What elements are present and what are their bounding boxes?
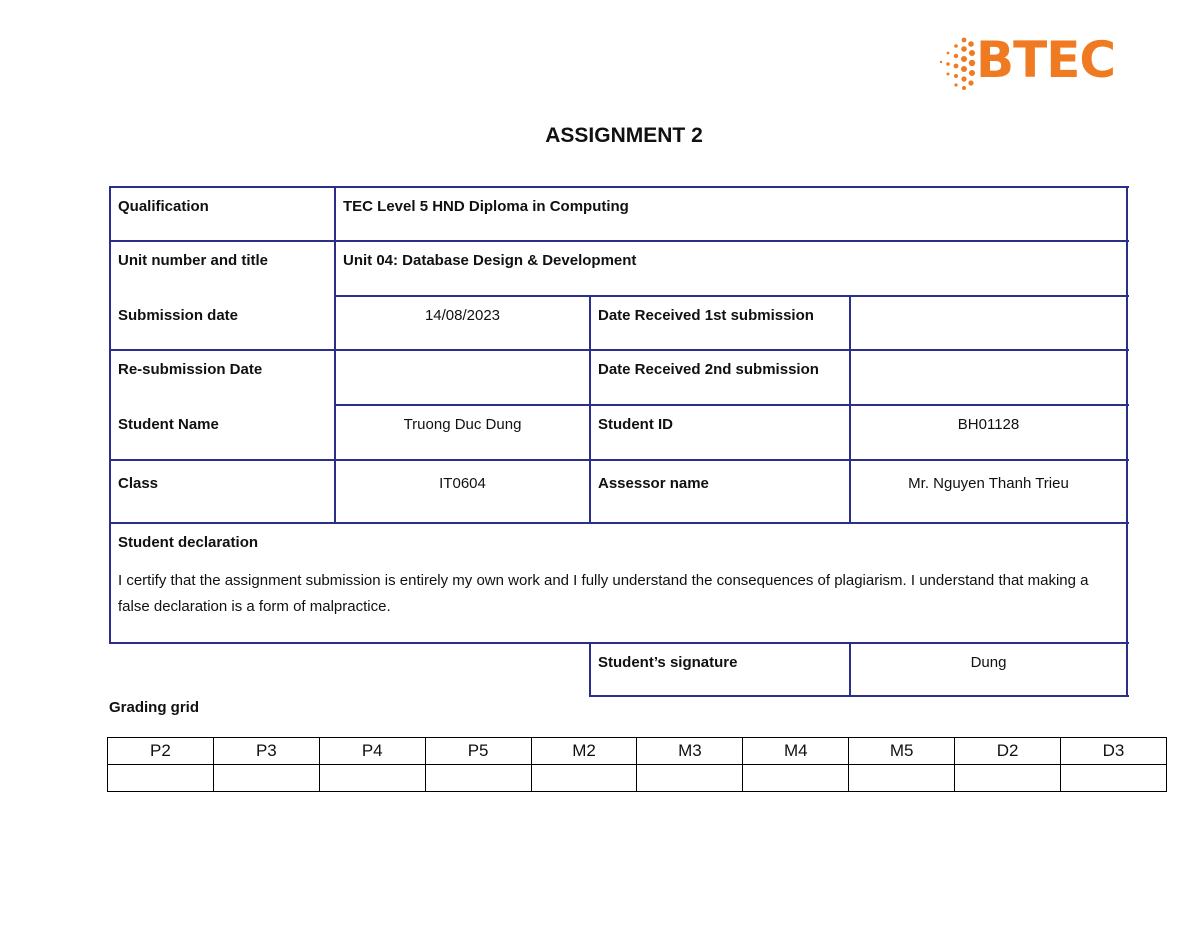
submission-date-label: Submission date xyxy=(118,307,239,324)
grading-criterion: M5 xyxy=(849,738,955,765)
signature-label: Student’s signature xyxy=(598,654,738,671)
grading-cell[interactable] xyxy=(743,765,849,792)
grading-criterion: P4 xyxy=(319,738,425,765)
grading-cell[interactable] xyxy=(425,765,531,792)
btec-logo xyxy=(934,31,1124,92)
table-border xyxy=(335,295,1129,297)
table-border xyxy=(849,642,851,697)
student-id-label: Student ID xyxy=(598,416,673,433)
page-title: ASSIGNMENT 2 xyxy=(545,124,703,147)
grading-cell[interactable] xyxy=(849,765,955,792)
grading-header-row xyxy=(108,738,1167,765)
table-border xyxy=(849,295,851,524)
table-border xyxy=(334,186,336,524)
table-border xyxy=(335,404,1129,406)
received-1st-value xyxy=(850,296,1127,351)
declaration-text: I certify that the assignment submission is entirely my own work and I fully understand the consequences of plagiarism. I understand that making a false declaration is a form of malpractice. xyxy=(118,572,1089,615)
submission-date-value: 14/08/2023 xyxy=(424,307,501,324)
received-2nd-value xyxy=(850,350,1127,405)
table-border xyxy=(109,186,1129,188)
qualification-value: TEC Level 5 HND Diploma in Computing xyxy=(343,198,629,215)
grading-value-row xyxy=(108,765,1167,792)
grading-cell[interactable] xyxy=(213,765,319,792)
table-border xyxy=(109,522,1129,524)
table-border xyxy=(109,642,1129,644)
table-border xyxy=(109,240,1129,242)
table-border xyxy=(589,295,591,524)
table-border xyxy=(1126,186,1128,697)
unit-value: Unit 04: Database Design & Development xyxy=(343,252,637,269)
grading-criterion: M4 xyxy=(743,738,849,765)
declaration-label: Student declaration xyxy=(118,534,259,551)
student-name-value: Truong Duc Dung xyxy=(403,416,522,433)
resubmission-value xyxy=(335,350,590,405)
grading-criterion: D2 xyxy=(955,738,1061,765)
grading-criterion: M3 xyxy=(637,738,743,765)
student-id-value: BH01128 xyxy=(957,416,1020,433)
grading-criterion: M2 xyxy=(531,738,637,765)
grading-criterion: P3 xyxy=(213,738,319,765)
grading-cell[interactable] xyxy=(955,765,1061,792)
assessor-label: Assessor name xyxy=(598,475,709,492)
grading-cell[interactable] xyxy=(319,765,425,792)
received-1st-label: Date Received 1st submission xyxy=(598,307,814,324)
grading-criterion: P5 xyxy=(425,738,531,765)
table-border xyxy=(109,349,1129,351)
grading-cell[interactable] xyxy=(108,765,214,792)
grading-criterion: P2 xyxy=(108,738,214,765)
grading-cell[interactable] xyxy=(637,765,743,792)
logo-text: BTEC xyxy=(976,31,1116,89)
grading-criterion: D3 xyxy=(1061,738,1167,765)
grading-grid-label: Grading grid xyxy=(109,699,199,716)
received-2nd-label: Date Received 2nd submission xyxy=(598,361,819,378)
student-name-label: Student Name xyxy=(118,416,219,433)
grading-cell[interactable] xyxy=(1061,765,1167,792)
grading-cell[interactable] xyxy=(531,765,637,792)
unit-label: Unit number and title xyxy=(118,252,268,269)
class-value: IT0604 xyxy=(439,475,486,492)
grading-grid xyxy=(107,737,1167,792)
class-label: Class xyxy=(118,475,159,492)
table-border xyxy=(109,186,111,644)
table-border xyxy=(109,459,1129,461)
resubmission-label: Re-submission Date xyxy=(118,361,263,378)
signature-value: Dung xyxy=(970,654,1007,671)
assessor-value: Mr. Nguyen Thanh Trieu xyxy=(908,475,1069,492)
logo-dots-icon xyxy=(934,34,978,92)
table-border xyxy=(589,642,591,697)
qualification-label: Qualification xyxy=(118,198,209,215)
table-border xyxy=(590,695,1129,697)
